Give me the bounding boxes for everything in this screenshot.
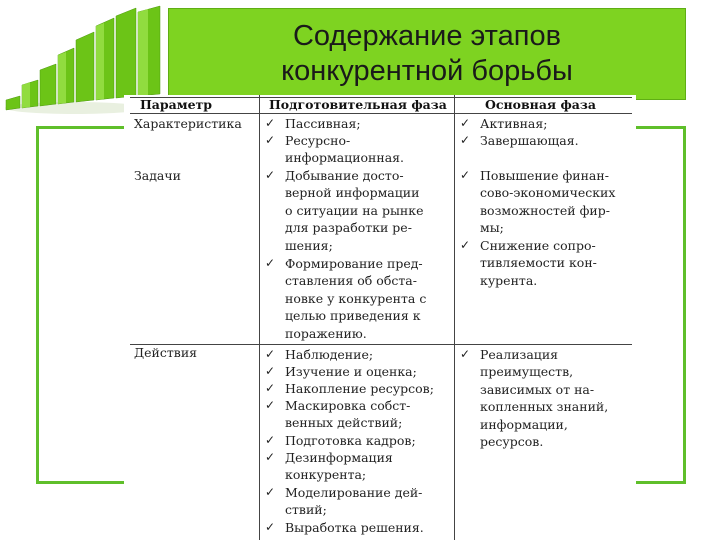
check-icon: ✓ xyxy=(265,256,276,270)
list-item: Выработка решения. xyxy=(285,520,424,535)
check-icon: ✓ xyxy=(265,347,276,361)
column-rule xyxy=(454,95,455,540)
list-item: Дезинформация конкурента; xyxy=(285,450,393,483)
param-tasks: Задачи xyxy=(134,168,181,183)
list-item: Формирование пред- ставления об обста- новке у конкурента с целью приведения к поражению. xyxy=(285,256,427,341)
list-item: Активная; xyxy=(480,116,548,131)
check-icon: ✓ xyxy=(265,433,276,447)
check-icon: ✓ xyxy=(265,133,276,147)
param-actions: Действия xyxy=(134,345,198,360)
list-item: Моделирование дей- ствий; xyxy=(285,485,423,518)
list-item: Пассивная; xyxy=(285,116,361,131)
frame-left xyxy=(36,126,39,484)
check-icon: ✓ xyxy=(265,520,276,534)
check-icon: ✓ xyxy=(265,450,276,464)
list-item: Маскировка собст- венных действий; xyxy=(285,398,411,431)
check-icon: ✓ xyxy=(460,168,471,182)
header-prep-phase: Подготовительная фаза xyxy=(269,97,447,112)
param-characteristic: Характеристика xyxy=(134,116,242,131)
column-rule xyxy=(259,95,260,540)
list-item: Наблюдение; xyxy=(285,347,374,362)
frame-bottom-left xyxy=(36,481,126,484)
list-item: Добывание досто- верной информации о ситуации на рынке для разработки ре- шения; xyxy=(285,168,424,253)
header-main-phase: Основная фаза xyxy=(485,97,596,112)
list-item: Накопление ресурсов; xyxy=(285,381,434,396)
frame-top-left xyxy=(36,126,126,129)
list-item: Ресурсно- информационная. xyxy=(285,133,405,166)
check-icon: ✓ xyxy=(265,381,276,395)
frame-bottom-right xyxy=(634,481,686,484)
slide-title: Содержание этапов конкурентной борьбы xyxy=(281,20,573,87)
check-icon: ✓ xyxy=(265,116,276,130)
check-icon: ✓ xyxy=(265,398,276,412)
header-parameter: Параметр xyxy=(140,97,213,112)
check-icon: ✓ xyxy=(265,364,276,378)
phases-table xyxy=(124,95,636,540)
title-banner xyxy=(168,8,686,100)
check-icon: ✓ xyxy=(265,168,276,182)
frame-top-right xyxy=(634,126,686,129)
check-icon: ✓ xyxy=(265,485,276,499)
check-icon: ✓ xyxy=(460,133,471,147)
list-item: Снижение сопро- тивляемости кон- курента. xyxy=(480,238,597,288)
list-item: Повышение финан- сово-экономических возможностей фир- мы; xyxy=(480,168,616,236)
list-item: Изучение и оценка; xyxy=(285,364,417,379)
check-icon: ✓ xyxy=(460,347,471,361)
list-item: Реализация преимуществ, зависимых от на- копленных знаний, информации, ресурсов. xyxy=(480,347,609,450)
check-icon: ✓ xyxy=(460,116,471,130)
list-item: Подготовка кадров; xyxy=(285,433,416,448)
row-rule xyxy=(130,344,632,345)
check-icon: ✓ xyxy=(460,238,471,252)
list-item: Завершающая. xyxy=(480,133,579,148)
frame-right xyxy=(683,126,686,484)
